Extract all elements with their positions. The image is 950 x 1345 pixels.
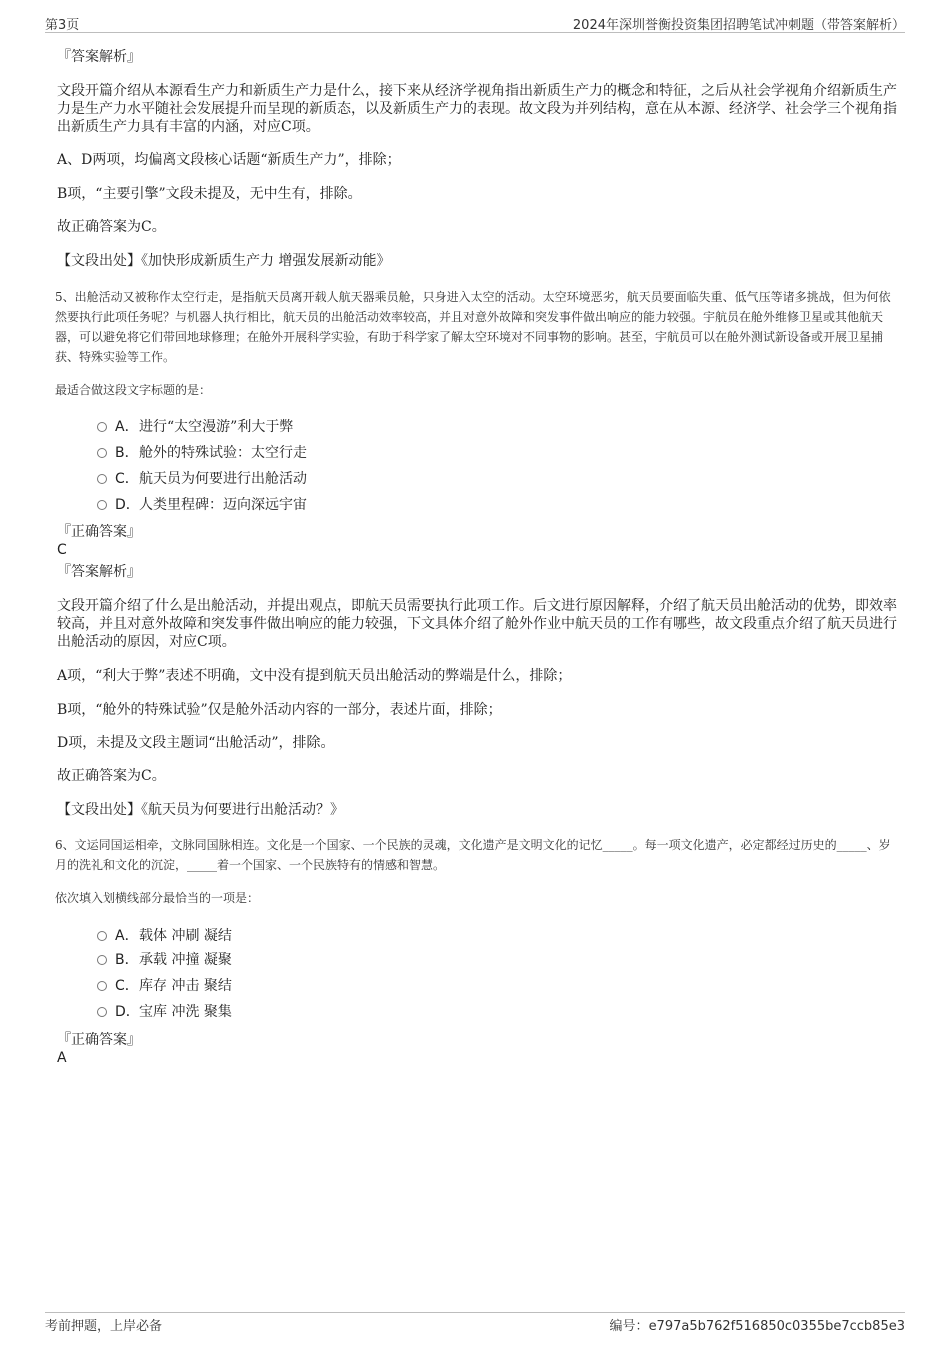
q5-option-a-analysis: A项，“利大于弊”表述不明确，文中没有提到航天员出舱活动的弊端是什么，排除； xyxy=(57,668,572,684)
q4-source-title: 《加快形成新质生产力 增强发展新动能》 xyxy=(141,253,391,269)
q5-conclusion: 故正确答案为C。 xyxy=(57,768,166,784)
q5-option-b[interactable]: B．舱外的特殊试验：太空行走 xyxy=(97,444,307,462)
q5-option-d[interactable]: D．人类里程碑：迈向深远宇宙 xyxy=(97,496,307,514)
page-header xyxy=(45,12,905,33)
q4-source-label: 【文段出处】 xyxy=(57,253,141,269)
page-footer xyxy=(45,1312,905,1334)
q4-option-ad-analysis: A、D两项，均偏离文段核心话题“新质生产力”，排除； xyxy=(57,152,401,168)
radio-icon[interactable] xyxy=(97,931,107,941)
q6-option-a[interactable]: A．载体 冲刷 凝结 xyxy=(97,927,232,945)
page-number: 第3页 xyxy=(45,18,80,33)
radio-icon[interactable] xyxy=(97,500,107,510)
q6-option-d[interactable]: D．宝库 冲洗 聚集 xyxy=(97,1003,232,1021)
q5-option-c[interactable]: C．航天员为何要进行出舱活动 xyxy=(97,470,307,488)
q5-source-title: 《航天员为何要进行出舱活动？》 xyxy=(141,802,344,818)
q6-answer: A xyxy=(57,1050,67,1066)
q6-answer-label: 『正确答案』 xyxy=(57,1032,141,1048)
document-title: 2024年深圳誉衡投资集团招聘笔试冲刺题（带答案解析） xyxy=(572,18,905,33)
q5-question: 最适合做这段文字标题的是： xyxy=(55,383,212,397)
radio-icon[interactable] xyxy=(97,422,107,432)
q5-answer-label: 『正确答案』 xyxy=(57,524,141,540)
document-code: 编号：e797a5b762f516850c0355be7ccb85e3 xyxy=(609,1319,905,1334)
q5-source-label: 【文段出处】 xyxy=(57,802,141,818)
radio-icon[interactable] xyxy=(97,981,107,991)
q5-option-b-analysis: B项，“舱外的特殊试验”仅是舱外活动内容的一部分，表述片面，排除； xyxy=(57,702,502,718)
radio-icon[interactable] xyxy=(97,955,107,965)
q5-analysis-label: 『答案解析』 xyxy=(57,564,141,580)
q5-source xyxy=(57,801,897,819)
footer-slogan: 考前押题，上岸必备 xyxy=(45,1319,163,1334)
q5-analysis: 文段开篇介绍了什么是出舱活动，并提出观点，即航天员需要执行此项工作。后文进行原因解释，介绍了航天员出舱活动的优势，即效率较高，并且对意外故障和突发事件做出响应的能力较强，下文具体介绍了舱外作业中航天员的工作有哪些，故文段重点介绍了航天员进行出舱活动的原因，对应C项。 xyxy=(57,598,897,650)
q6-stem: 6、文运同国运相牵，文脉同国脉相连。文化是一个国家、一个民族的灵魂，文化遗产是文明文化的记忆_____。每一项文化遗产，必定都经过历史的_____、岁月的洗礼和文化的沉淀，_____着一个国家、一个民族特有的情感和智慧。 xyxy=(55,838,891,872)
q5-option-d-analysis: D项，未提及文段主题词“出舱活动”，排除。 xyxy=(57,735,335,751)
q6-option-b[interactable]: B．承载 冲撞 凝聚 xyxy=(97,951,232,969)
q4-conclusion: 故正确答案为C。 xyxy=(57,219,166,235)
q6-option-c[interactable]: C．库存 冲击 聚结 xyxy=(97,977,232,995)
q4-source xyxy=(57,252,897,270)
q5-option-a[interactable]: A．进行“太空漫游”利大于弊 xyxy=(97,418,293,436)
q4-analysis-label: 『答案解析』 xyxy=(57,49,141,65)
radio-icon[interactable] xyxy=(97,474,107,484)
q5-answer: C xyxy=(57,542,67,558)
q5-stem: 5、出舱活动又被称作太空行走，是指航天员离开载人航天器乘员舱，只身进入太空的活动。太空环境恶劣，航天员要面临失重、低气压等诸多挑战，但为何依然要执行此项任务呢？与机器人执行相比，航天员的出舱活动效率较高，并且对意外故障和突发事件做出响应的能力较强。宇航员在舱外维修卫星或其他航天器，可以避免将它们带回地球修理；在舱外开展科学实验，有助于科学家了解太空环境对不同事物的影响。甚至，宇航员可以在舱外测试新设备或开展卫星捕获、特殊实验等工作。 xyxy=(55,290,891,364)
q4-option-b-analysis: B项，“主要引擎”文段未提及，无中生有，排除。 xyxy=(57,186,362,202)
q4-analysis: 文段开篇介绍从本源看生产力和新质生产力是什么，接下来从经济学视角指出新质生产力的概念和特征，之后从社会学视角介绍新质生产力是生产力水平随社会发展提升而呈现的新质态，以及新质生产力的表现。故文段为并列结构，意在从本源、经济学、社会学三个视角指出新质生产力具有丰富的内涵，对应C项。 xyxy=(57,83,897,135)
q6-question: 依次填入划横线部分最恰当的一项是： xyxy=(55,891,260,905)
radio-icon[interactable] xyxy=(97,1007,107,1017)
radio-icon[interactable] xyxy=(97,448,107,458)
